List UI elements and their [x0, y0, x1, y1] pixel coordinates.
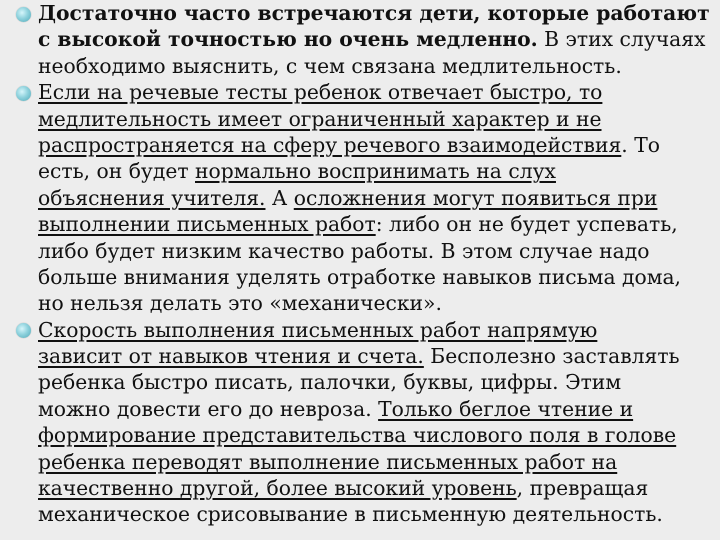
text-line: [38, 369, 716, 395]
text-run: Бесполезно заставлять: [423, 344, 680, 369]
underlined-text: выполнении письменных работ: [38, 212, 376, 237]
bullet-dot-icon: [16, 86, 31, 101]
text-line: [38, 317, 716, 343]
text-line: [38, 158, 716, 184]
bullet-list: [16, 0, 716, 528]
text-run: можно довести его до невроза.: [38, 396, 379, 421]
underlined-text: медлительность имеет ограниченный характер и не: [38, 106, 602, 131]
text-run: но нельзя делать это «механически».: [38, 291, 442, 316]
bullet-item: [16, 317, 716, 528]
text-run: больше внимания уделять отработке навыков письма дома,: [38, 264, 682, 289]
underlined-text: Только беглое чтение и: [378, 396, 634, 421]
text-run: : либо он не будет успевать,: [375, 212, 678, 237]
text-run: А: [265, 185, 294, 210]
underlined-text: нормально воспринимать на слух: [195, 159, 556, 184]
text-line: [38, 449, 716, 475]
bold-text: с высокой точностью но очень медленно.: [38, 27, 538, 52]
text-line: [38, 132, 716, 158]
bold-text: Достаточно часто встречаются дети, которые работают: [38, 1, 710, 25]
text-line: [38, 290, 716, 316]
text-line: [38, 53, 716, 79]
text-line: [38, 501, 716, 527]
text-run: , превращая: [516, 476, 649, 501]
text-line: [38, 185, 716, 211]
text-line: [38, 343, 716, 369]
text-line: [38, 26, 716, 52]
text-run: . То: [621, 132, 660, 157]
text-run: либо будет низким качество работы. В этом случае надо: [38, 238, 650, 263]
underlined-text: формирование представительства числового поля в голове: [38, 423, 677, 448]
underlined-text: осложнения могут появиться при: [293, 185, 658, 210]
text-line: [38, 238, 716, 264]
text-run: механическое срисовывание в письменную деятельность.: [38, 502, 663, 527]
text-line: [38, 422, 716, 448]
text-line: [38, 0, 716, 26]
text-line: [38, 475, 716, 501]
text-run: необходимо выяснить, с чем связана медлительность.: [38, 53, 622, 78]
text-run: В этих случаях: [537, 27, 706, 52]
underlined-text: Скорость выполнения письменных работ напрямую: [38, 317, 598, 342]
bullet-item: [16, 79, 716, 317]
underlined-text: качественно другой, более высокий уровень: [38, 476, 517, 501]
underlined-text: объяснения учителя.: [38, 185, 266, 210]
text-line: [38, 396, 716, 422]
text-line: [38, 211, 716, 237]
underlined-text: ребенка переводят выполнение письменных работ на: [38, 449, 618, 474]
underlined-text: распространяется на сферу речевого взаимодействия: [38, 132, 622, 157]
text-run: есть, он будет: [38, 159, 195, 184]
text-line: [38, 79, 716, 105]
text-line: [38, 264, 716, 290]
underlined-text: Если на речевые тесты ребенок отвечает быстро, то: [38, 80, 603, 105]
bullet-item: [16, 0, 716, 79]
underlined-text: зависит от навыков чтения и счета.: [38, 344, 424, 369]
bullet-dot-icon: [16, 7, 31, 22]
text-line: [38, 106, 716, 132]
text-run: ребенка быстро писать, палочки, буквы, цифры. Этим: [38, 370, 622, 395]
bullet-dot-icon: [16, 323, 31, 338]
